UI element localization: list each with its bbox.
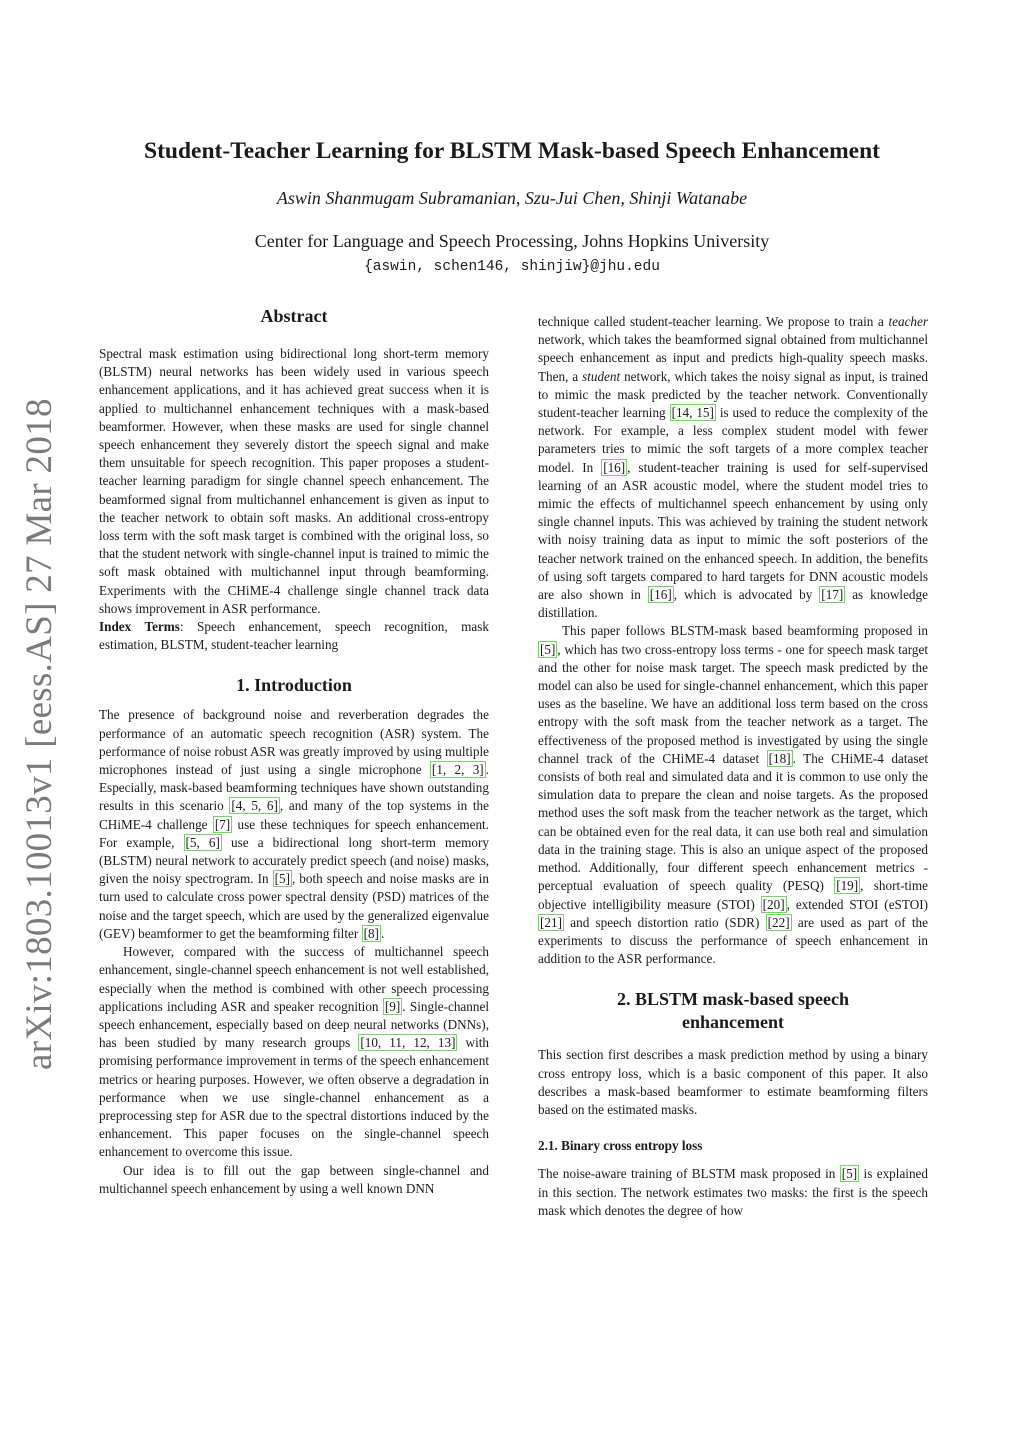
section-2-text: This section first describes a mask prediction method by using a binary cross entropy loss, which is a basic component of this paper. It also describes a mask-based beamformer to estimate beamforming filters based on the estimated masks. xyxy=(538,1047,928,1117)
citation-link[interactable]: [20] xyxy=(762,896,785,912)
citation-link[interactable]: [18] xyxy=(768,750,791,766)
citation-link[interactable]: [19] xyxy=(836,878,859,894)
index-terms-text: : Speech enhancement, speech recognition, mask estimation, BLSTM, student-teacher learning xyxy=(99,619,489,653)
citation-link[interactable]: [9] xyxy=(384,998,401,1014)
index-terms xyxy=(99,618,489,654)
section-2-heading: 2. BLSTM mask-based speech enhancement xyxy=(616,989,850,1033)
citation-link[interactable]: [7] xyxy=(214,816,231,832)
citation-link[interactable]: [21] xyxy=(540,914,562,930)
citation-link[interactable]: [5] xyxy=(841,1166,858,1182)
citation-link[interactable]: [22] xyxy=(767,914,790,930)
right-column xyxy=(538,313,928,1220)
arxiv-identifier: arXiv:1803.10013v1 [eess.AS] 27 Mar 2018 xyxy=(19,398,60,1070)
citation-link[interactable]: [1, 2, 3] xyxy=(431,762,484,778)
subsection-2-1-heading: 2.1. Binary cross entropy loss xyxy=(538,1138,703,1154)
paper-title: Student-Teacher Learning for BLSTM Mask-based Speech Enhancement xyxy=(144,138,880,164)
paper-affiliation: Center for Language and Speech Processing, Johns Hopkins University xyxy=(254,231,770,251)
right-paragraph-1: technique called student-teacher learning. We propose to train a teacher network, which takes the beamformed signal obtained from multichannel speech enhancement as input and predicts high-quality speech masks. Then, a student network, which takes the noisy signal as input, is trained to mimic the mask predicted by the teacher network. Conventionally student-teacher learning [14, 15] is used to reduce the complexity of the network. For example, a less complex student model with fewer parameters tries to mimic the soft targets of a more complex teacher model. In [16] , student-teacher training is used for self-supervised learning of an ASR acoustic model, where the student model tries to mimic the effects of multichannel speech enhancement by using only single channel inputs. This was achieved by training the student network with noisy training data as input to mimic the soft posteriors of the teacher network trained on the enhanced speech. In addition, the benefits of using soft targets compared to hard targets for DNN acoustic models are also shown in [16] , which is advocated by [17] as knowledge distillation. xyxy=(538,314,929,621)
citation-link[interactable]: [8] xyxy=(363,925,379,941)
citation-link[interactable]: [17] xyxy=(821,587,844,603)
intro-paragraph-2: However, compared with the success of multichannel speech enhancement, single-channel speech enhancement is not well established, especially when the method is combined with other speech processing applications including ASR and speaker recognition [9] . Single-channel speech enhancement, especially based on deep neural networks (DNNs), has been studied by many research groups [10, 11, 12, 13] with promising performance improvement in terms of the speech enhancement metrics or hearing purposes. However, we often observe a degradation in performance when we use single-channel enhancement as a preprocessing step for ASR due to the spectral distortions induced by the enhancement. This paper focuses on the single-channel speech enhancement to overcome this issue. xyxy=(99,944,489,1160)
intro-paragraph-3: Our idea is to fill out the gap between single-channel and multichannel speech enhancement by using a well known DNN xyxy=(99,1162,489,1196)
citation-link[interactable]: [5] xyxy=(540,641,556,657)
citation-link[interactable]: [4, 5, 6] xyxy=(231,798,278,814)
introduction-heading: 1. Introduction xyxy=(236,675,352,696)
citation-link[interactable]: [5, 6] xyxy=(185,834,220,850)
citation-link[interactable]: [14, 15] xyxy=(671,405,714,421)
left-column xyxy=(99,305,489,1198)
paper-authors: Aswin Shanmugam Subramanian, Szu-Jui Chen, Shinji Watanabe xyxy=(276,188,748,208)
abstract-text: Spectral mask estimation using bidirectional long short-term memory (BLSTM) neural networks has been widely used in various speech enhancement applications, and it has achieved great success when it is applied to multichannel enhancement techniques with a mask-based beamformer. However, when these masks are used for single channel speech enhancement they severely distort the speech signal and make them unsuitable for speech recognition. This paper proposes a student-teacher learning paradigm for single channel speech enhancement. The beamformed signal from multichannel enhancement is given as input to the teacher network to obtain soft masks. An additional cross-entropy loss term with the soft mask target is combined with the original loss, so that the student network with single-channel input is trained to mimic the soft mask obtained with multichannel input through beamforming. Experiments with the CHiME-4 challenge single channel track data shows improvement in ASR performance. xyxy=(99,346,489,616)
right-paragraph-2: This paper follows BLSTM-mask based beamforming proposed in [5] , which has two cross-entropy loss terms - one for speech mask target and the other for noise mask target. The speech mask predicted by the model can also be used for single-channel enhancement, which this paper uses as the baseline. We have an additional loss term based on the cross entropy with the soft mask from the teacher network as a target. The effectiveness of the proposed method is investigated by using the single channel track of the CHiME-4 dataset [18] . The CHiME-4 dataset consists of both real and simulated data and it is common to use only the simulation data to prepare the clean and noise targets. As the proposed method uses the soft mask from the teacher network as the target, which can be obtained even for the real data, it can use both real and simulation data in the training stage. This is also an unique aspect of the proposed method. Additionally, four different speech enhancement metrics - perceptual evaluation of speech quality (PESQ) [19] , short-time objective intelligibility measure (STOI) [20] , extended STOI (eSTOI) [21] and speech distortion ratio (SDR) [22] are used as part of the experiments to discuss the performance of speech enhancement in addition to the ASR performance. xyxy=(538,623,928,967)
abstract-heading: Abstract xyxy=(260,306,328,326)
intro-paragraph-1: The presence of background noise and reverberation degrades the performance of an automatic speech recognition (ASR) system. The performance of noise robust ASR was greatly improved by using multiple microphones instead of just using a single microphone [1, 2, 3] . Especially, mask-based beamforming techniques have shown outstanding results in this scenario [4, 5, 6] , and many of the top systems in the CHiME-4 challenge [7] use these techniques for speech enhancement. For example, [5, 6] use a bidirectional long short-term memory (BLSTM) neural network to accurately predict speech (and noise) masks, given the noisy spectrogram. In [5] , both speech and noise masks are in turn used to calculate cross power spectral density (PSD) matrices of the noise and the target speech, which are used by the generalized eigenvalue (GEV) beamformer to get the beamforming filter [8] . xyxy=(99,707,489,941)
citation-link[interactable]: [10, 11, 12, 13] xyxy=(360,1035,456,1051)
citation-link[interactable]: [16] xyxy=(603,459,626,475)
index-terms-label: Index Terms xyxy=(99,619,180,635)
citation-link[interactable]: [16] xyxy=(649,587,672,603)
subsection-2-1-text: The noise-aware training of BLSTM mask proposed in [5] is explained in this section. The network estimates two masks: the first is the speech mask which denotes the degree of how xyxy=(538,1166,928,1218)
citation-link[interactable]: [5] xyxy=(274,871,290,887)
paper-email: {aswin, schen146, shinjiw}@jhu.edu xyxy=(364,259,660,275)
